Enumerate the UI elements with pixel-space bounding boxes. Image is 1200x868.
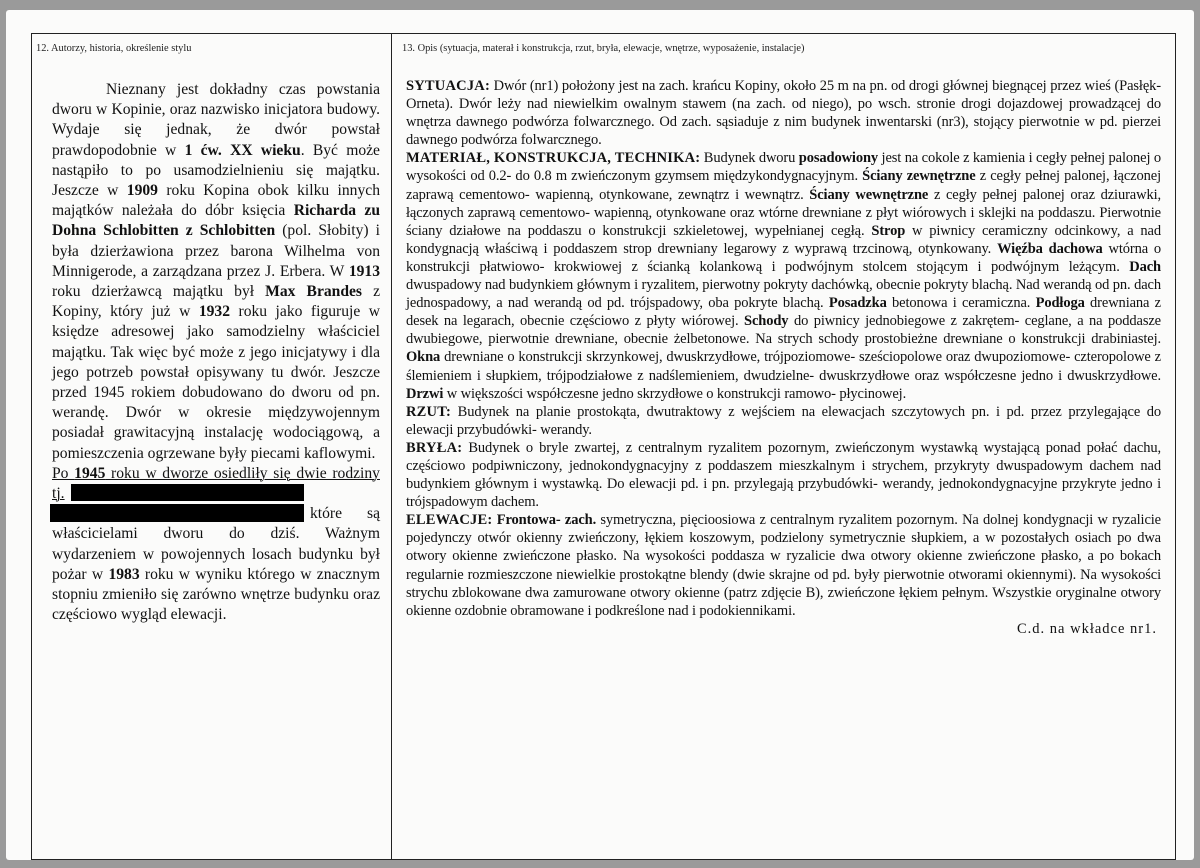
- section-bryla: BRYŁA: Budynek o bryle zwartej, z centralnym ryzalitem pozornym, zwieńczonym wystawką wystającą ponad połać dachu, częściowo podpiwniczony, jednokondygnacyjny z poddaszem mieszkalnym i strychem, przykryty dwuspadowym dachem nad budynkiem głównym i wystawką. Do elewacji pd. i pn. przylegają przybudówki- werandy, jednokondygnacyjne przykryte jedno i trójspadowym dachem.: [406, 439, 1161, 511]
- right-column-heading: 13. Opis (sytuacja, materał i konstrukcja, rzut, bryła, elewacje, wnętrze, wyposażenie, instalacje): [402, 43, 805, 54]
- document-sheet: [6, 10, 1194, 860]
- section-elewacje: ELEWACJE: Frontowa- zach. symetryczna, pięcioosiowa z centralnym ryzalitem pozornym. Na dolnej kondygnacji w ryzalicie pojedynczy otwór okienny zwieńczony, łękiem koszowym, podzielony symetrycznie słupkiem, a w pozostałych osiach po dwa otwory okienne zwieńczone płasko. Na wysokości poddasza w ryzalicie dwa otwory okienne zwieńczone płasko, a po bokach regularnie rozmieszczone niewielkie prostokątne blendy (dwie skrajne od pd. były pierwotnie otworami okiennymi). Na wysokości strychu zblokowane dwa zamurowane otwory okienne (patrz zdjęcie B), zwieńczone łękiem pełnym. Wszystkie oryginalne otwory okienne ozdobnie obramowane i podkreślone nad i podokiennikami.: [406, 512, 1161, 619]
- continuation-note: C.d. na wkładce nr1.: [1017, 620, 1157, 637]
- column-divider: [391, 34, 392, 859]
- history-paragraph-1: Nieznany jest dokładny czas powstania dworu w Kopinie, oraz nazwisko inicjatora budowy. Wydaje się jednak, że dwór powstał prawdopodobnie w 1 ćw. XX wieku. Być może nastąpiło to po usamodzielnieniu się majątku. Jeszcze w 1909 roku Kopina obok kilku innych majątków należała do dóbr księcia Richarda zu Dohna Schlobitten z Schlobitten (pol. Słobity) i była dzierżawiona przez barona Wilhelma von Minnigerode, a zarządzana przez J. Erbera. W 1913 roku dzierżawcą majątku był Max Brandes z Kopiny, który już w 1932 roku jako figuruje w księdze adresowej jako samodzielny właściciel majątku. Tak więc być może z jego inicjatywy i dla jego potrzeb powstał opisywany tu dwór. Jeszcze przed 1945 rokiem dobudowano do dworu od pn. werandę. Dwór w okresie międzywojennym posiadał grawitacyjną instalację wodociągową, a pomieszczenia ogrzewane były piecami kaflowymi.: [52, 81, 380, 462]
- left-column-heading: 12. Autorzy, historia, określenie stylu: [36, 43, 192, 54]
- history-paragraph-2: Po 1945 roku w dworze osiedliły się dwie rodziny tj. które są właścicielami dworu do dziś. Ważnym wydarzeniem w powojennych losach budynku był pożar w 1983 roku w wyniku którego w znacznym stopniu zmieniło się zarówno wnętrze budynku oraz częściowo wygląd elewacji.: [52, 464, 380, 624]
- redaction-bar: [71, 484, 304, 501]
- description-text: [406, 77, 1161, 638]
- section-material: MATERIAŁ, KONSTRUKCJA, TECHNIKA: Budynek dworu posadowiony jest na cokole z kamienia i cegły pełnej palonej o wysokości od 0.2- do 0.8 m zwieńczonym gzymsem międzykondygnacyjnym. Ściany zewnętrzne z cegły pełnej palonej, łączonej zaprawą cementowo- wapienną, otynkowane, zewnątrz i wewnątrz. Ściany wewnętrzne z cegły pełnej palonej oraz dziurawki, łączonych zaprawą cementowo- wapienną, otynkowane oraz wtórne drewniane z płyt wiórowych i sklejki na poddaszu. Pierwotnie ściany działowe na poddaszu o konstrukcji szkieletowej, wypełnianej cegłą. Strop w piwnicy ceramiczny odcinkowy, a nad kondygnacją właściwą i poddaszem strop drewniany legarowy z wyprawą trzcinową, otynkowany. Więźba dachowa wtórna o konstrukcji płatwiowo- krokwiowej z ścianką kolankową i podwójnym stolcem stojącym i podwójnym leżącym. Dach dwuspadowy nad budynkiem głównym i ryzalitem, pierwotny pokryty dachówką, obecnie pokryty blachą. Nad werandą od pn. dach jednospadowy, a nad werandą od pd. trójspadowy, oba pokryte blachą. Posadzka betonowa i ceramiczna. Podłoga drewniana z desek na legarach, obecnie częściowo z płyty wiórowej. Schody do piwnicy jednobiegowe z zakrętem- ceglane, a na poddasze dwubiegowe, pierwotnie drewniane, obecnie żelbetonowe. Na strych schody prostobieżne drewniane o konstrukcji drabiniastej. Okna drewniane o konstrukcji skrzynkowej, dwuskrzydłowe, trójpoziomowe- sześciopolowe oraz dwupoziomowe- czteropolowe z ślemieniem i słupkiem, trójpodziałowe z nadślemieniem, dwudzielne- dwuskrzydłowe oraz współczesne jedno i dwuskrzydłowe. Drzwi w większości współczesne jedno skrzydłowe o konstrukcji ramowo- płycinowej.: [406, 150, 1162, 402]
- form-frame: [31, 33, 1176, 860]
- section-sytuacja: SYTUACJA: Dwór (nr1) położony jest na zach. krańcu Kopiny, około 25 m na pn. od drogi głównej biegnącej przez wieś (Pasłęk- Orneta). Dwór leży nad niewielkim owalnym stawem (na zach. od niego), po wsch. stronie drogi dojazdowej prowadzącej do wnętrza dawnego podwórza folwarcznego. Od zach. sąsiaduje z nim budynek inwentarski (nr3), stojący pierwotnie w pd. pierzei dawnego podwórza folwarcznego.: [406, 78, 1161, 149]
- section-rzut: RZUT: Budynek na planie prostokąta, dwutraktowy z wejściem na elewacjach szczytowych pn. i pd. przez przylegające do elewacji przybudówki- werandy.: [406, 403, 1161, 438]
- redaction-bar: [50, 504, 304, 522]
- history-text: [52, 80, 380, 625]
